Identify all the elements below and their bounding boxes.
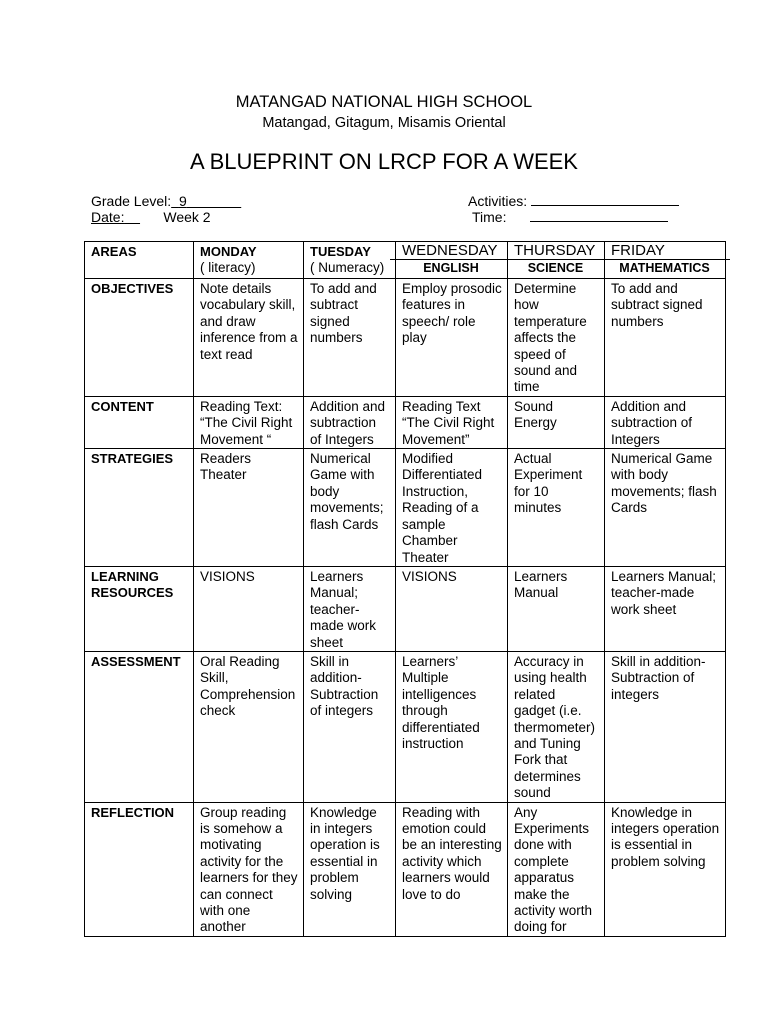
table-cell: Readers Theater [194,449,304,567]
table-cell: Skill in addition-Subtraction of integers [304,651,396,802]
table-row [85,566,726,651]
table-cell: Actual Experiment for 10 minutes [508,449,605,567]
table-cell: Determine how temperature affects the speed of sound and time [508,279,605,397]
table-cell: Employ prosodic features in speech/ role play [396,279,508,397]
table-cell: Modified Differentiated Instruction, Reading of a sample Chamber Theater [396,449,508,567]
table-cell: Knowledge in integers operation is essential in problem solving [304,802,396,936]
table-cell: Knowledge in integers operation is essential in problem solving [605,802,726,936]
grade-level-line [91,193,241,209]
table-cell: Reading Text: “The Civil Right Movement “ [194,396,304,448]
table-cell: Learners’ Multiple intelligences through differentiated instruction [396,651,508,802]
table-cell: Accuracy in using health related gadget (i.e. thermometer) and Tuning Fork that determines sound [508,651,605,802]
school-address: Matangad, Gitagum, Misamis Oriental [262,115,506,131]
time-label: Time: [472,209,507,225]
table-row [85,279,726,397]
table-header-row [85,242,726,279]
area-label: REFLECTION [85,802,194,936]
date-label: Date: [91,209,125,225]
day-header-monday: MONDAY ( literacy) [194,242,304,279]
date-value: Week 2 [163,209,211,225]
table-cell: Addition and subtraction of Integers [605,396,726,448]
areas-header: AREAS [85,242,194,279]
table-cell: Numerical Game with body movements; flash Cards [605,449,726,567]
day-header-friday: FRIDAY MATHEMATICS [605,242,726,279]
day-header-thursday: THURSDAY SCIENCE [508,242,605,279]
grade-level-label: Grade Level: [91,193,172,209]
table-row [85,396,726,448]
table-cell: Learners Manual; teacher-made work sheet [304,566,396,651]
table-row [85,449,726,567]
area-label: LEARNING RESOURCES [85,566,194,651]
table-cell: Oral Reading Skill, Comprehension check [194,651,304,802]
area-label: ASSESSMENT [85,651,194,802]
area-label: STRATEGIES [85,449,194,567]
lrcp-table [84,241,726,937]
table-cell: Addition and subtraction of Integers [304,396,396,448]
table-cell: VISIONS [194,566,304,651]
table-cell: To add and subtract signed numbers [304,279,396,397]
document-title: A BLUEPRINT ON LRCP FOR A WEEK [190,149,578,174]
activities-line [468,193,679,209]
table-cell: Any Experiments done with complete apparatus make the activity worth doing for [508,802,605,936]
table-cell: VISIONS [396,566,508,651]
table-cell: Numerical Game with body movements; flash Cards [304,449,396,567]
table-cell: Reading with emotion could be an interesting activity which learners would love to do [396,802,508,936]
table-cell: Group reading is somehow a motivating activity for the learners for they can connect with one another [194,802,304,936]
table-cell: Note details vocabulary skill, and draw inference from a text read [194,279,304,397]
grade-level-value: 9 [178,193,187,209]
table-row [85,651,726,802]
table-row [85,802,726,936]
time-line [472,209,668,225]
table-cell: Learners Manual; teacher-made work sheet [605,566,726,651]
activities-label: Activities: [468,193,528,209]
table-cell: To add and subtract signed numbers [605,279,726,397]
table-cell: Sound Energy [508,396,605,448]
table-cell: Skill in addition-Subtraction of integers [605,651,726,802]
date-line [91,209,211,225]
table-cell: Learners Manual [508,566,605,651]
day-header-wednesday: WEDNESDAY ENGLISH [396,242,508,279]
area-label: OBJECTIVES [85,279,194,397]
day-header-tuesday: TUESDAY ( Numeracy) [304,242,396,279]
table-cell: Reading Text “The Civil Right Movement” [396,396,508,448]
area-label: CONTENT [85,396,194,448]
school-name: MATANGAD NATIONAL HIGH SCHOOL [235,93,533,111]
